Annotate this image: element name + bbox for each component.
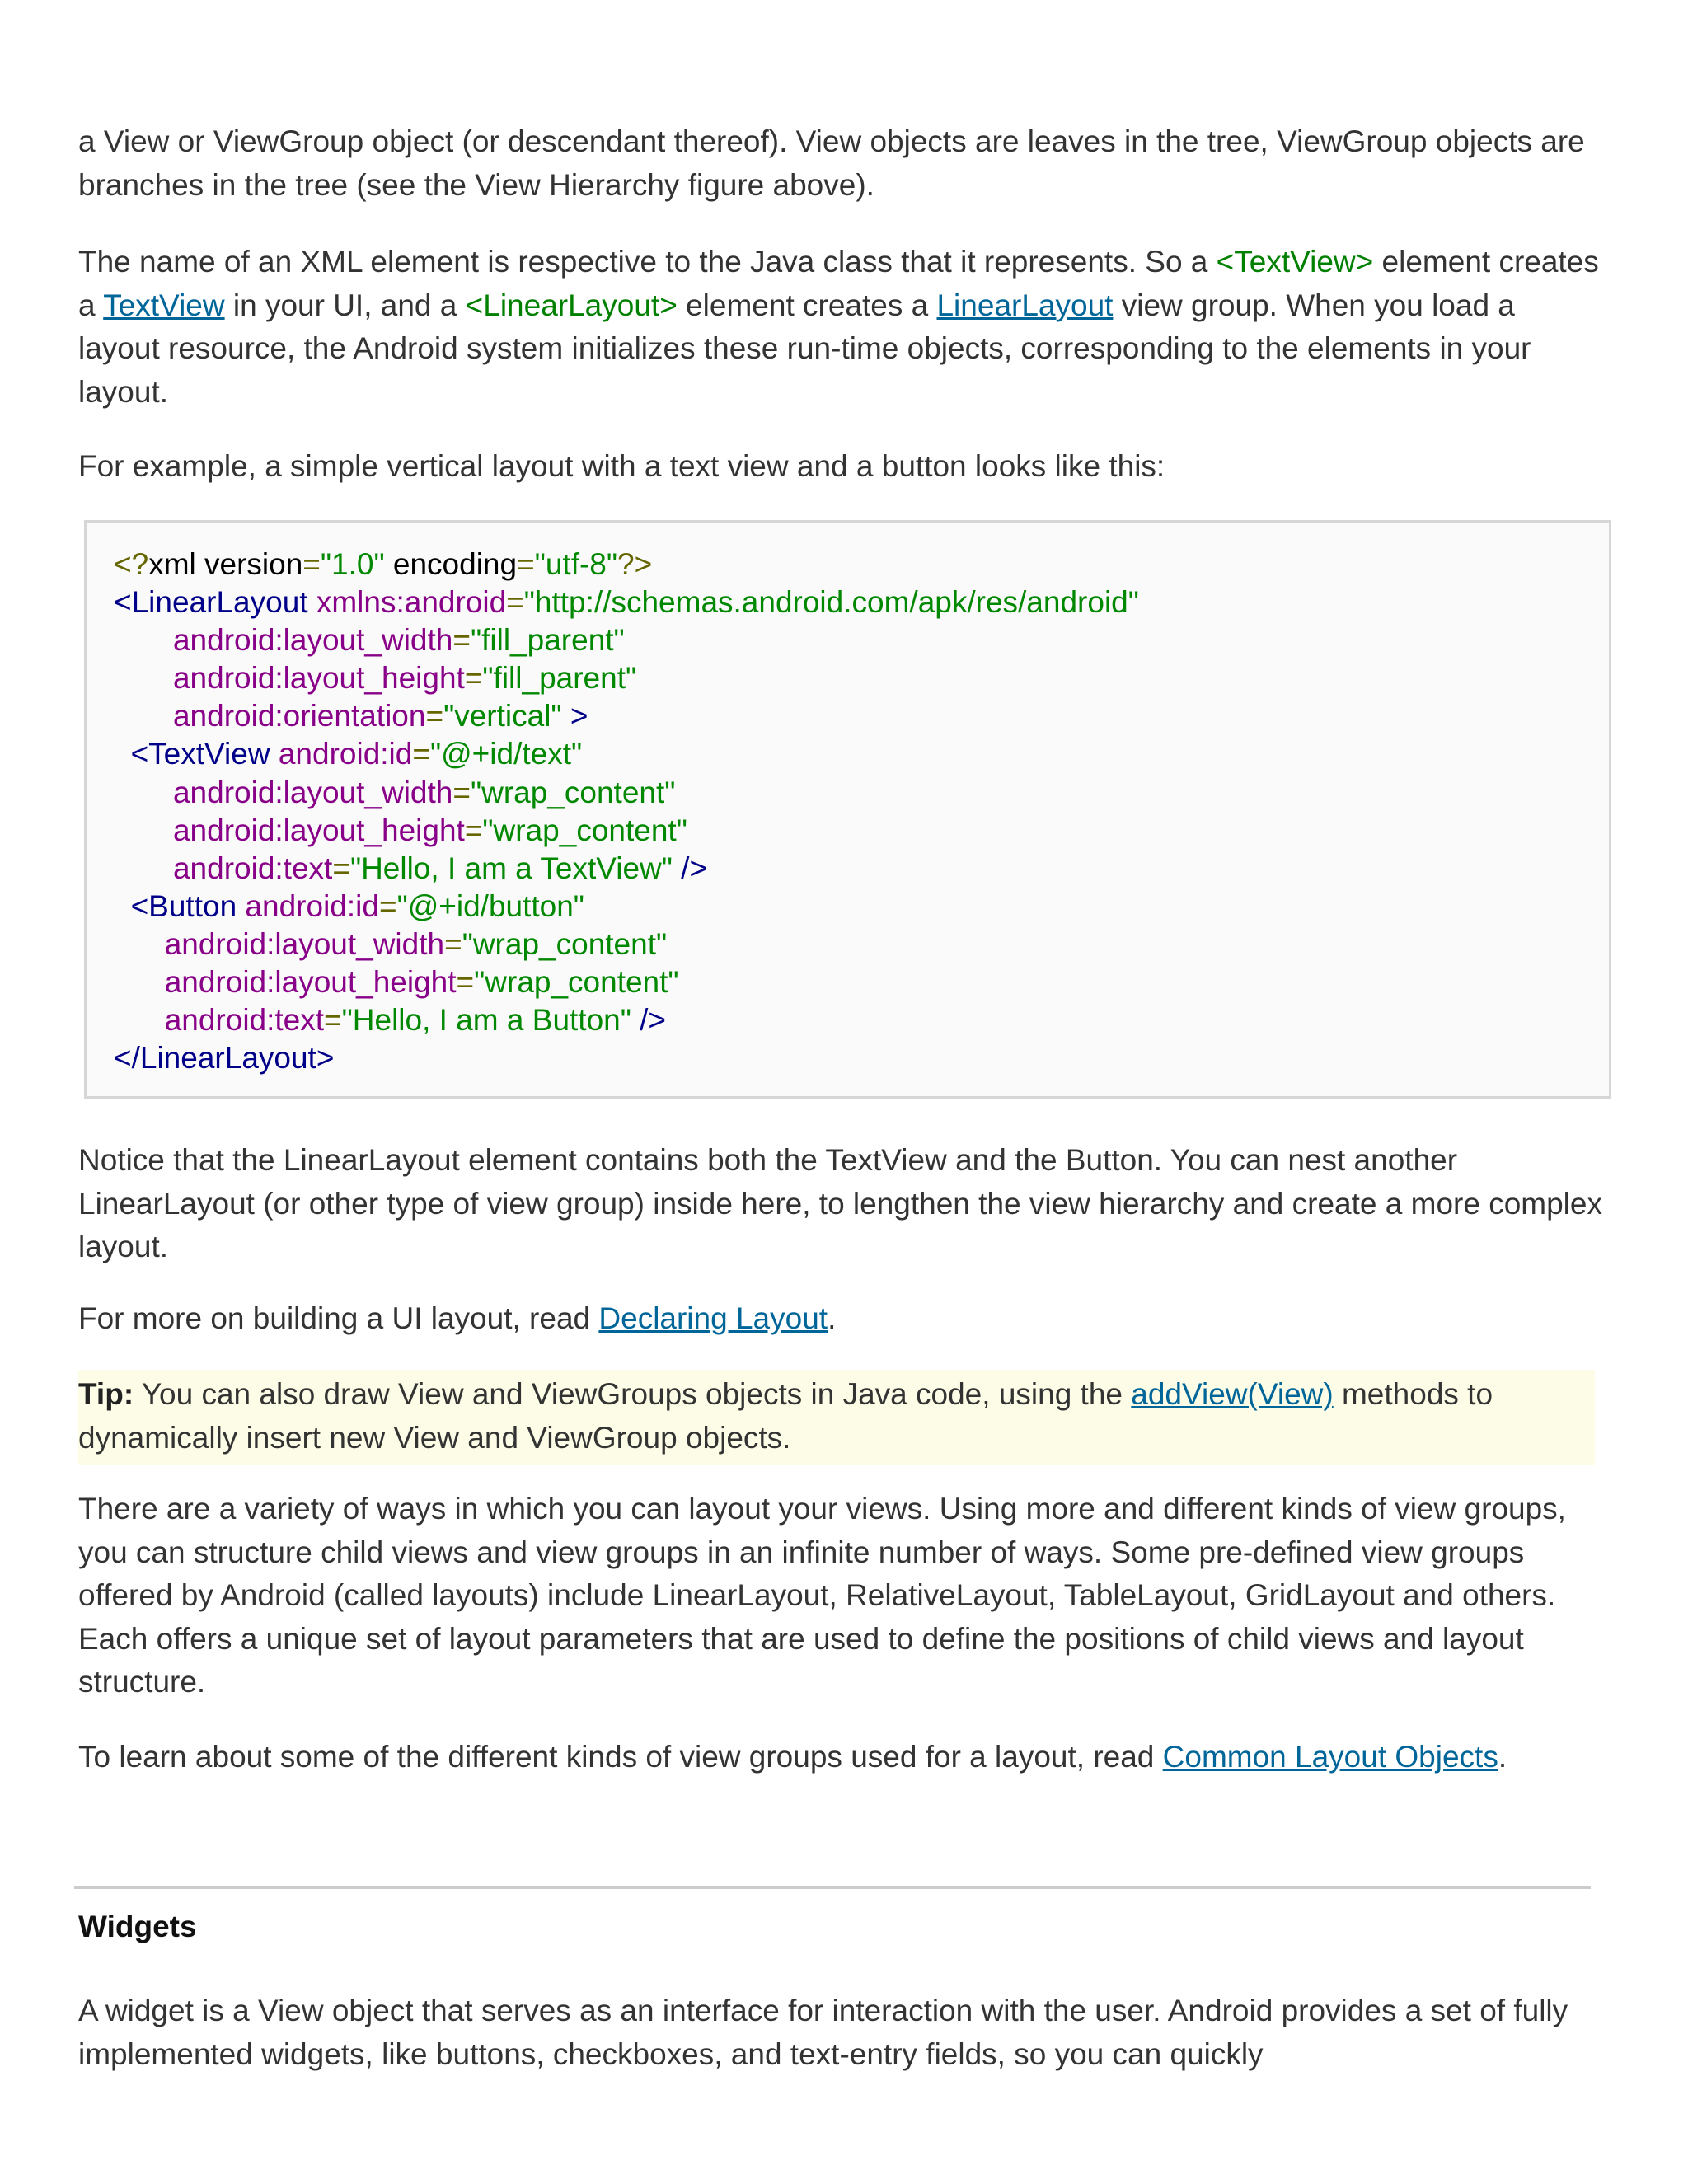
code-line xyxy=(114,735,1139,773)
code-token: android:layout_height xyxy=(164,965,457,1000)
code-token: "Hello, I am a Button" xyxy=(341,1003,631,1038)
paragraph-declaring-layout xyxy=(78,1297,836,1341)
code-indent xyxy=(114,737,131,771)
code-token: = xyxy=(412,737,430,771)
text-span: in your UI, and a xyxy=(224,288,466,322)
tip-callout xyxy=(78,1370,1595,1465)
section-divider xyxy=(74,1886,1591,1889)
code-line xyxy=(114,546,1139,583)
code-token: = xyxy=(464,813,483,847)
code-line xyxy=(114,926,1139,963)
code-token: ?> xyxy=(617,547,653,581)
code-token: = xyxy=(464,661,483,696)
text-span: You can also draw View and ViewGroups objects in Java code, using the xyxy=(134,1377,1132,1411)
code-token: = xyxy=(452,623,471,658)
code-block xyxy=(84,520,1611,1099)
code-token: "http://schemas.android.com/apk/res/android" xyxy=(523,585,1139,620)
code-token: = xyxy=(332,851,350,885)
code-token: "wrap_content" xyxy=(482,813,687,847)
paragraph-view-tree: a View or ViewGroup object (or descendant thereof). View objects are leaves in the tree, ViewGroup objects are branches in the tree (see the View Hierarchy figure above). xyxy=(78,124,1585,202)
code-token: = xyxy=(425,699,444,733)
code-token: android:id xyxy=(270,737,413,771)
text-span: view group. When you load a layout resource, the Android system initializes these run-time objects, corresponding to the elements in your layout. xyxy=(78,288,1531,409)
widgets-heading: Widgets xyxy=(78,1910,197,1943)
code-line xyxy=(114,697,1139,735)
linearlayout-link[interactable]: LinearLayout xyxy=(936,288,1114,322)
code-token: <TextView xyxy=(130,737,270,771)
code-token: = xyxy=(378,888,397,923)
code-token: android:layout_height xyxy=(172,661,465,696)
paragraph-nesting-note: Notice that the LinearLayout element contains both the TextView and the Button. You can nest another LinearLayout (or other type of view group) inside here, to lengthen the view hierarchy and create a more complex layout. xyxy=(78,1143,1602,1263)
code-token: encoding xyxy=(384,547,518,581)
code-token: "wrap_content" xyxy=(470,775,676,809)
code-indent xyxy=(114,813,173,847)
paragraph-layout-variety: There are a variety of ways in which you can layout your views. Using more and different kinds of view groups, you can structure child views and view groups in an infinite number of ways. Some pre-defined view groups offered by Android (called layouts) include LinearLayout, RelativeLayout, TableLayout, GridLayout and others. Each offers a unique set of layout parameters that are used to define the positions of child views and layout structure. xyxy=(78,1492,1566,1699)
addview-link[interactable]: addView(View) xyxy=(1131,1377,1334,1411)
declaring-layout-link[interactable]: Declaring Layout xyxy=(598,1301,828,1335)
code-line xyxy=(114,1039,1139,1077)
code-token: android:layout_width xyxy=(164,926,445,961)
code-token: "fill_parent" xyxy=(470,623,625,658)
code-token: "fill_parent" xyxy=(482,661,637,696)
code-indent xyxy=(114,851,173,885)
code-line xyxy=(114,774,1139,812)
code-indent xyxy=(114,965,165,999)
textview-tag: <TextView> xyxy=(1216,245,1374,279)
tip-label: Tip: xyxy=(78,1377,134,1411)
code-token: = xyxy=(324,1003,342,1038)
code-line xyxy=(114,1001,1139,1039)
code-line xyxy=(114,850,1139,888)
code-token: = xyxy=(517,547,535,581)
code-token: android:orientation xyxy=(172,699,426,733)
linearlayout-tag: <LinearLayout> xyxy=(465,288,678,322)
code-line xyxy=(114,659,1139,697)
code-indent xyxy=(114,699,173,733)
code-token: android:text xyxy=(164,1003,325,1038)
code-token: "@+id/button" xyxy=(396,888,584,923)
code-line xyxy=(114,583,1139,621)
code-token: android:id xyxy=(237,888,379,923)
code-indent xyxy=(114,889,131,923)
code-indent xyxy=(114,623,173,657)
code-token: xmlns:android xyxy=(307,585,507,620)
textview-link[interactable]: TextView xyxy=(103,288,225,322)
code-token: "@+id/text" xyxy=(429,737,583,771)
code-token: "utf-8" xyxy=(534,547,618,581)
code-token: = xyxy=(302,547,321,581)
text-span: For more on building a UI layout, read xyxy=(78,1301,599,1335)
code-token: = xyxy=(506,585,524,620)
text-span: methods to dynamically insert new View and ViewGroup objects. xyxy=(78,1377,1493,1455)
code-token: = xyxy=(452,775,471,809)
code-token: /> xyxy=(631,1003,667,1038)
code-token: </LinearLayout> xyxy=(114,1041,335,1076)
code-token: android:layout_height xyxy=(172,813,465,847)
text-span: element creates a xyxy=(677,288,937,322)
code-token: <LinearLayout xyxy=(114,585,308,620)
paragraph-example-intro: For example, a simple vertical layout with a text view and a button looks like this: xyxy=(78,449,1165,483)
paragraph-xml-elements xyxy=(78,241,1603,414)
code-line xyxy=(114,963,1139,1001)
text-span: . xyxy=(1498,1740,1507,1774)
common-layout-objects-link[interactable]: Common Layout Objects xyxy=(1162,1740,1498,1774)
code-listing xyxy=(114,546,1139,1077)
code-token: "1.0" xyxy=(320,547,385,581)
code-token: "vertical" xyxy=(443,699,562,733)
text-span: . xyxy=(828,1301,837,1335)
text-span: The name of an XML element is respective to the Java class that it represents. So a xyxy=(78,245,1217,279)
code-line xyxy=(114,888,1139,926)
code-indent xyxy=(114,661,173,695)
text-span: To learn about some of the different kinds of view groups used for a layout, read xyxy=(78,1740,1163,1774)
code-line xyxy=(114,621,1139,659)
code-line xyxy=(114,812,1139,850)
code-token: android:layout_width xyxy=(172,775,453,809)
code-indent xyxy=(114,927,165,961)
code-token: android:text xyxy=(172,851,333,885)
code-token: "wrap_content" xyxy=(474,965,679,1000)
code-token: "wrap_content" xyxy=(462,926,668,961)
code-token: <Button xyxy=(130,888,237,923)
code-indent xyxy=(114,776,173,809)
code-token: "Hello, I am a TextView" xyxy=(349,851,673,885)
code-token: = xyxy=(456,965,475,1000)
code-token: <? xyxy=(114,547,149,581)
paragraph-common-layouts xyxy=(78,1736,1507,1779)
paragraph-widgets-intro: A widget is a View object that serves as an interface for interaction with the user. Android provides a set of fully implemented widgets, like buttons, checkboxes, and text-entry fields, so you can quickly xyxy=(78,1994,1568,2071)
code-token: /> xyxy=(672,851,708,885)
code-token: android:layout_width xyxy=(172,623,453,658)
code-indent xyxy=(114,1003,165,1037)
code-token: = xyxy=(444,926,462,961)
code-token: > xyxy=(561,699,588,733)
text-span: element creates a xyxy=(78,245,1599,322)
code-token: xml version xyxy=(148,547,303,581)
